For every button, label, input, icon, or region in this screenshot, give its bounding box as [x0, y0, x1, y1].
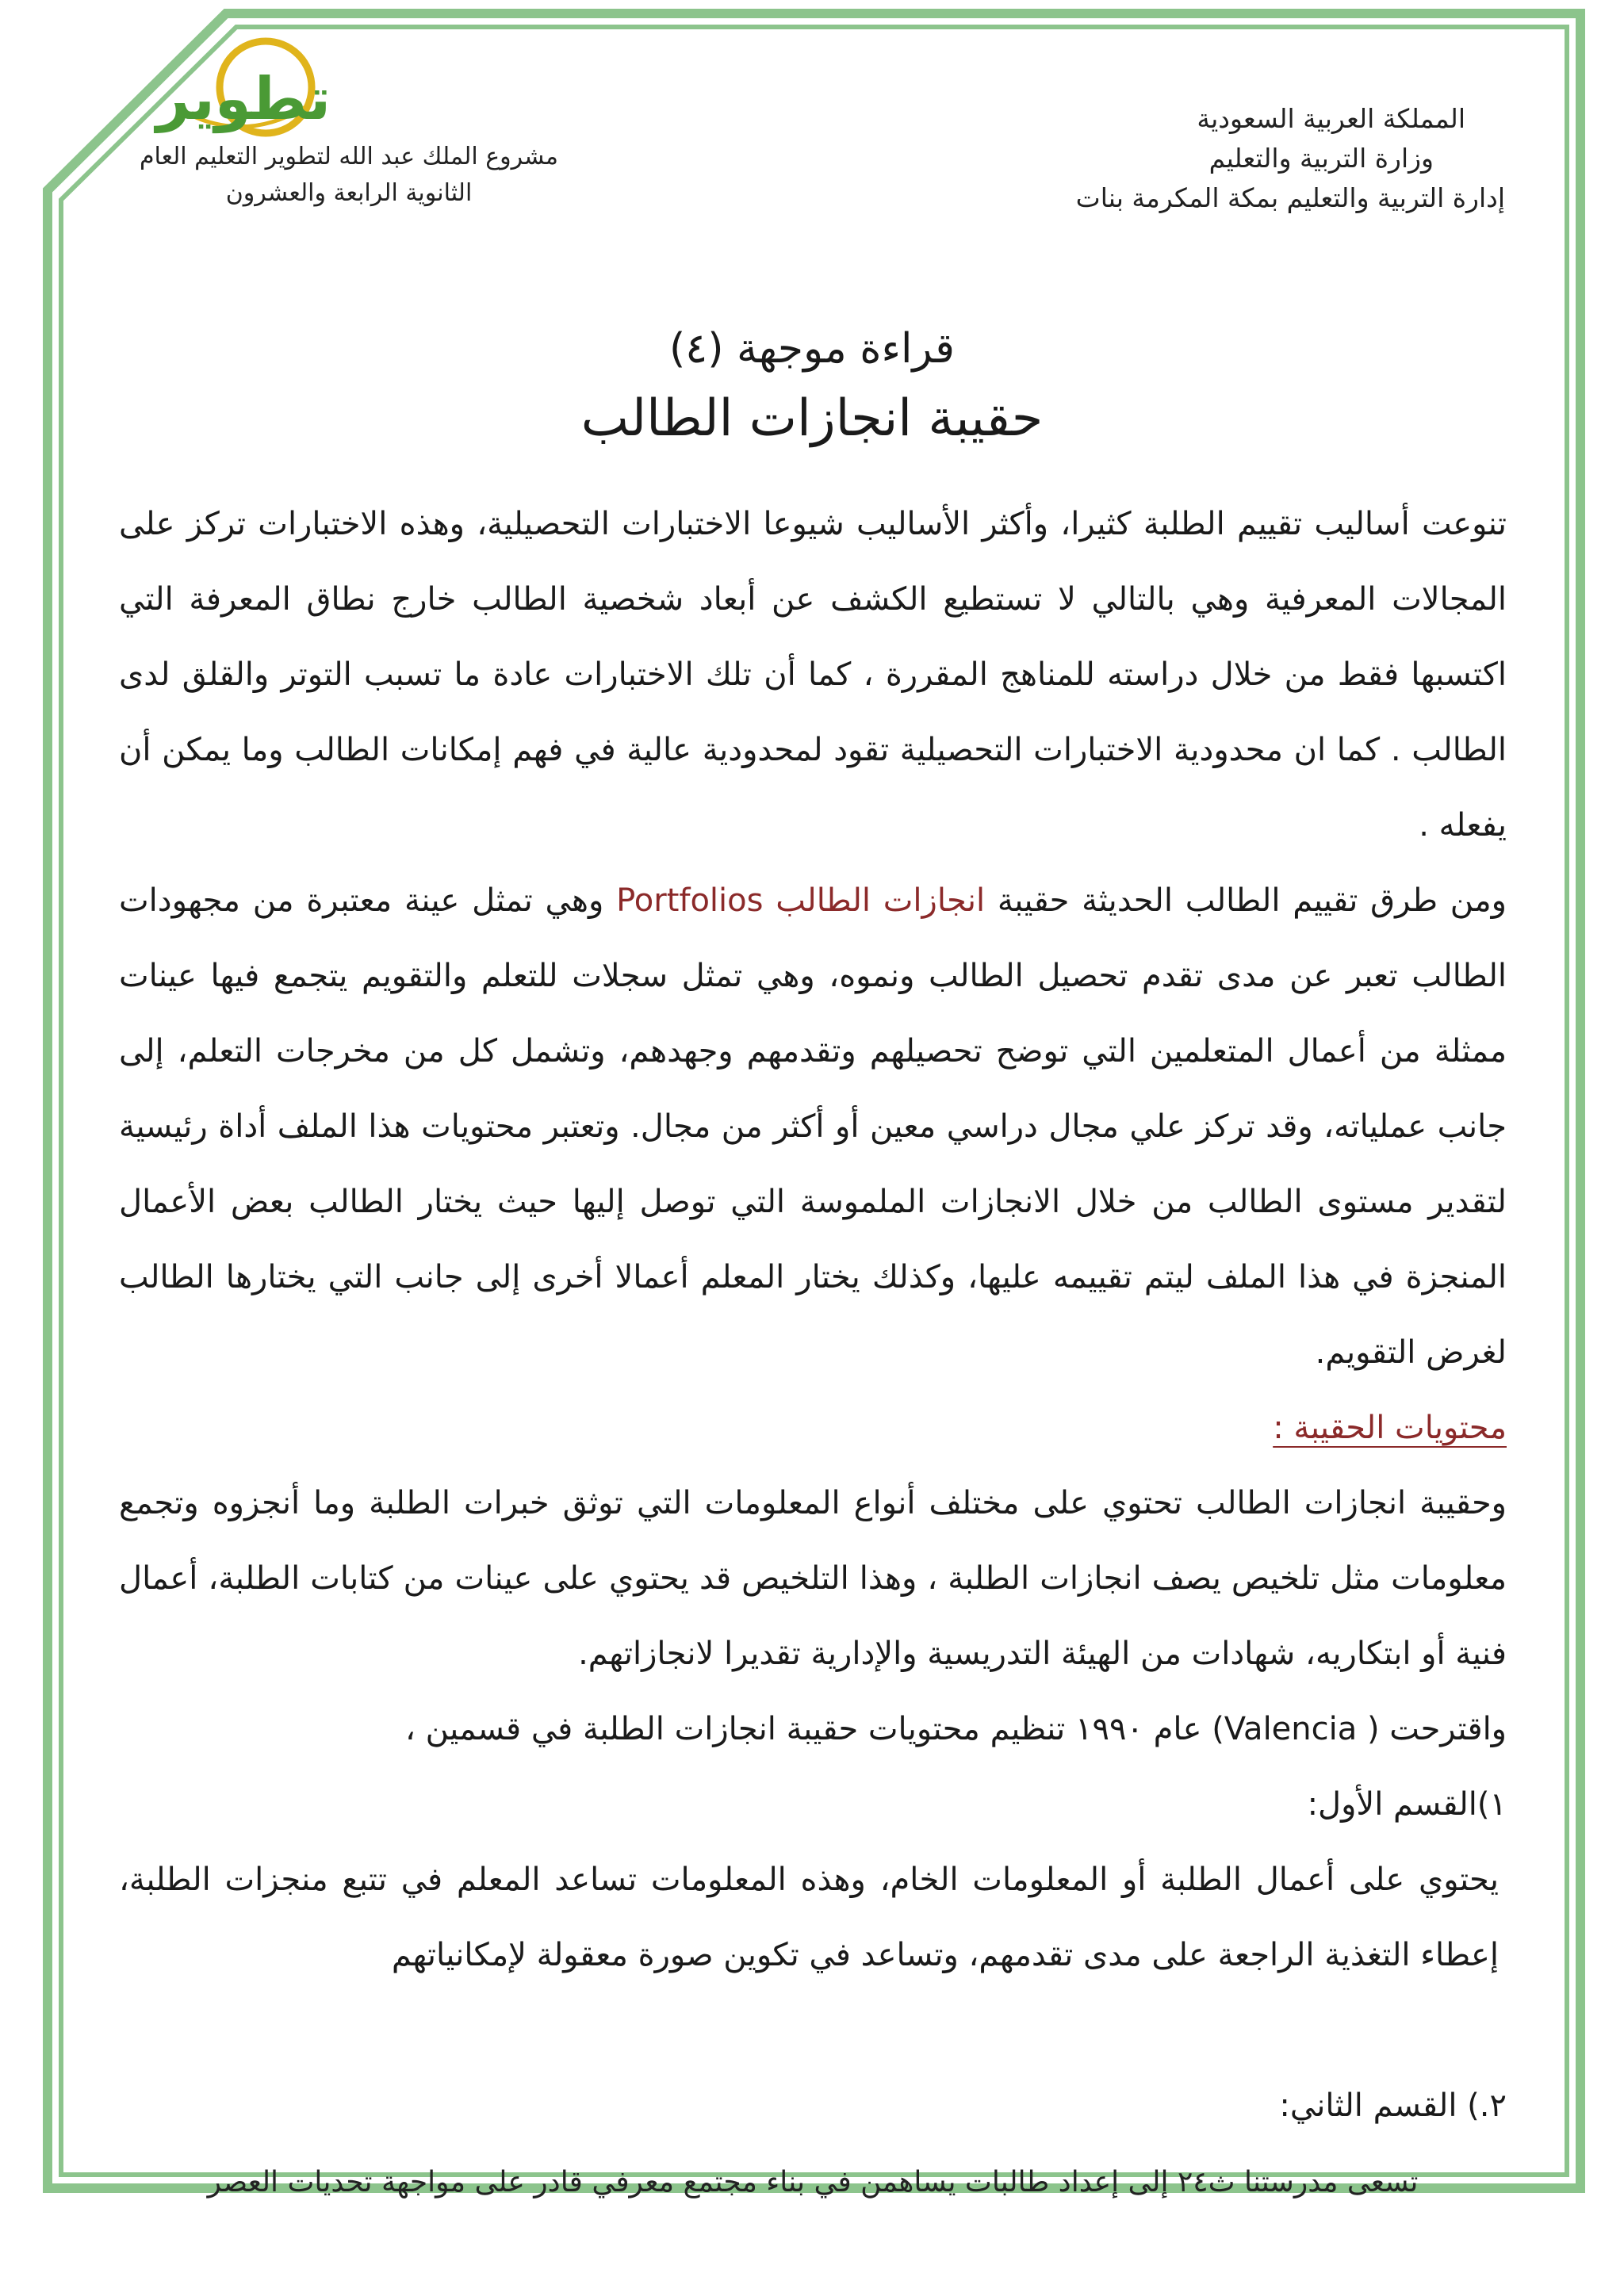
reading-title: قراءة موجهة (٤) [669, 325, 955, 373]
project-name: مشروع الملك عبد الله لتطوير التعليم العام [139, 143, 559, 170]
paragraph-portfolios-start: ومن طرق تقييم الطالب الحديثة حقيبة [997, 882, 1507, 919]
part1-text: يحتوي على أعمال الطلبة أو المعلومات الخام، وهذه المعلومات تساعد المعلم في تتبع منجزات الطلبة، إعطاء التغذية الراجعة على مدى تقدمهم، وتساعد في تكوين صورة معقولة لإمكانياتهم [119, 1862, 1499, 1973]
kingdom-name: المملكة العربية السعودية [1197, 103, 1465, 134]
paragraph-intro: تنوعت أساليب تقييم الطلبة كثيرا، وأكثر الأساليب شيوعا الاختبارات التحصيلية، وهذه الاختبارات تركز على المجالات المعرفية وهي بالتالي لا تستطيع الكشف عن أبعاد شخصية الطالب خارج نطاق المعرفة التي اكتسبها فقط من خلال دراسته للمناهج المقررة ، كما أن تلك الاختبارات عادة ما تسبب التوتر والقلق لدى الطالب . كما ان محدودية الاختبارات التحصيلية تقود لمحدودية عالية في فهم إمكانات الطالب وما يمكن أن يفعله . [119, 506, 1507, 844]
paragraph-valencia: واقترحت ( Valencia) عام ١٩٩٠ تنظيم محتويات حقيبة انجازات الطلبة في قسمين ، [405, 1711, 1507, 1747]
paragraph-contents: وحقيبة انجازات الطالب تحتوي على مختلف أنواع المعلومات التي توثق خبرات الطلبة وما أنجزوه وتجمع معلومات مثل تلخيص يصف انجازات الطلبة ، وهذا التلخيص قد يحتوي على عينات من كتابات الطلبة، أعمال فنية أو ابتكاريه، شهادات من الهيئة التدريسية والإدارية تقديرا لانجازاتهم. [119, 1485, 1507, 1672]
school-name: الثانوية الرابعة والعشرون [225, 179, 473, 207]
portfolios-term: انجازات الطالب Portfolios [616, 882, 986, 919]
part2-heading: ٢.) القسم الثاني: [1279, 2087, 1507, 2124]
paragraph-portfolios-end: وهي تمثل عينة معتبرة من مجهودات الطالب تعبر عن مدى تقدم تحصيل الطالب ونموه، وهي تمثل سجلات للتعلم والتقويم يتجمع فيها عينات ممثلة من أعمال المتعلمين التي توضح تحصيلهم وتقدمهم وجهدهم، وتشمل كل من مخرجات التعلم، إلى جانب عملياته، وقد تركز علي مجال دراسي معين أو أكثر من مجال. وتعتبر محتويات هذا الملف أداة رئيسية لتقدير مستوى الطالب من خلال الانجازات الملموسة التي توصل إليها حيث يختار الطالب بعض الأعمال المنجزة في هذا الملف ليتم تقييمه عليها، وكذلك يختار المعلم أعمالا أخرى إلى جانب التي يختارها الطالب لغرض التقويم. [119, 882, 1507, 1371]
government-header [1013, 99, 1505, 218]
ministry-name: وزارة التربية والتعليم [1208, 143, 1434, 174]
education-administration: إدارة التربية والتعليم بمكة المكرمة بنات [1075, 182, 1505, 213]
project-header [119, 139, 579, 212]
logo-text: تطوير [155, 65, 331, 133]
article-body [119, 487, 1507, 2144]
school-motto-footer: تسعى مدرستنا ث٢٤ إلى إعداد طالبات يساهمن في بناء مجتمع معرفي قادر على مواجهة تحديات العصر [207, 2166, 1419, 2198]
part1-heading: ١)القسم الأول: [1307, 1786, 1507, 1823]
paragraph-portfolios [119, 863, 1507, 1391]
page-title: حقيبة انجازات الطالب [580, 389, 1044, 448]
section-heading: محتويات الحقيبة : [1273, 1410, 1507, 1446]
